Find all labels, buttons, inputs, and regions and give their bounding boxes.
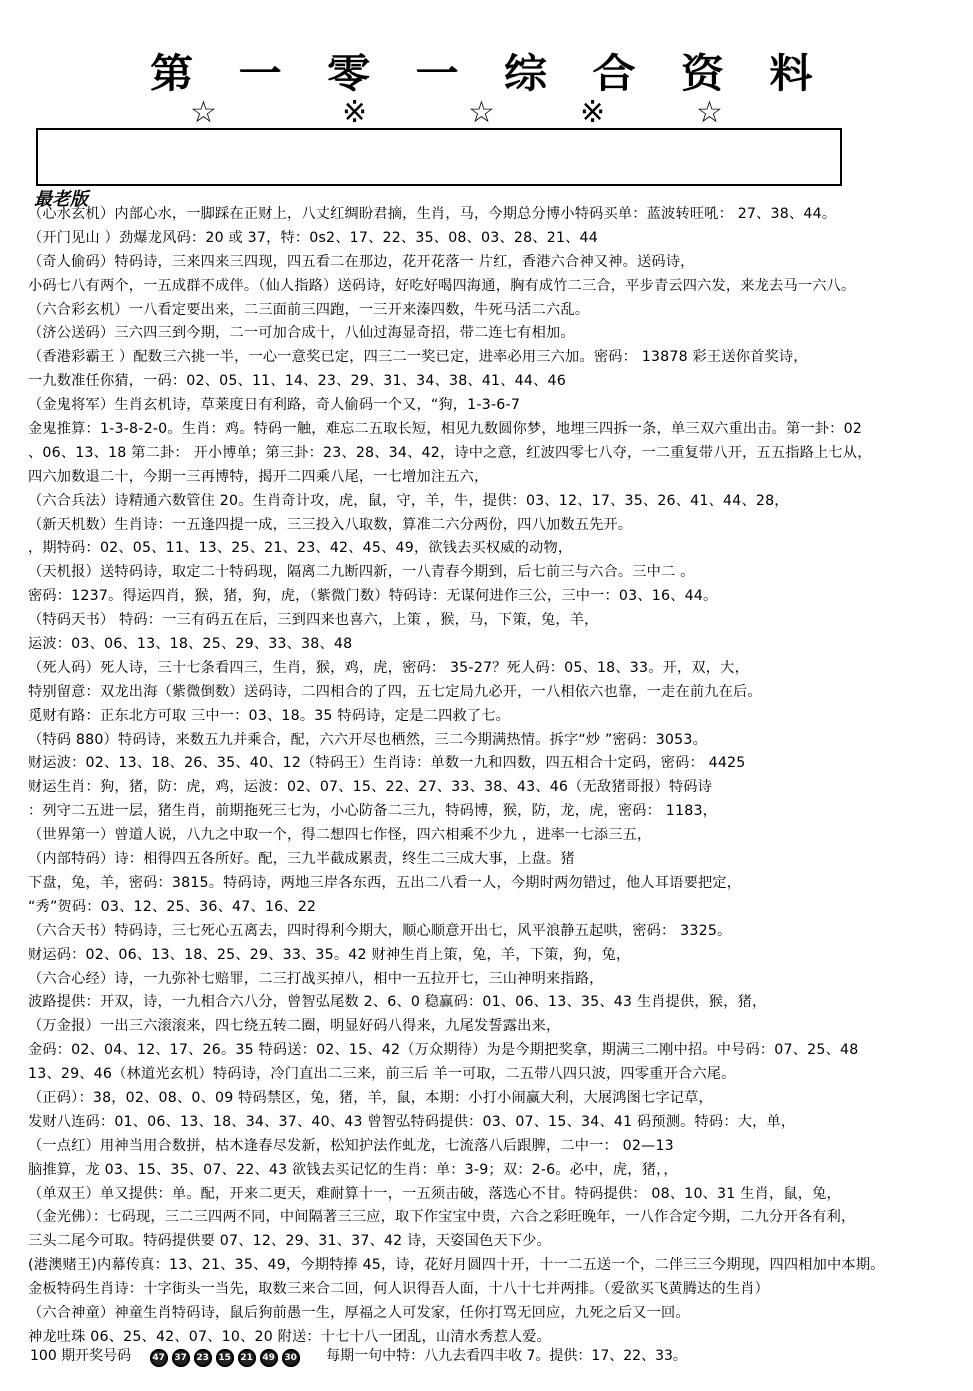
text-line: （六合彩玄机）一八看定要出来，二三面前三四跑，一三开来溱四数，牛死马活二六乱。 xyxy=(28,301,590,318)
text-line: （特码 880）特码诗，来数五九并乘合，配，六六开尽也栖然，三二今期满热情。拆字“炒 ”密码：3053。 xyxy=(28,731,707,748)
decorative-symbols xyxy=(170,96,770,130)
draw-footer: 每期一句中特：八九去看四丰收 7。提供：17、22、33。 xyxy=(326,1348,687,1364)
text-line: （六合天书）特码诗，三七死心五离去，四时得利今期大，顺心顺意开出七，风平浪静五起哄，密码： 3325。 xyxy=(28,922,732,939)
text-line: 运波：03、06、13、18、25、29、33、38、48 xyxy=(28,636,353,653)
star-icon: ☆ xyxy=(190,95,217,130)
edition-label: 最老版 xyxy=(34,189,88,210)
draw-label: 100 期开奖号码 xyxy=(30,1348,132,1364)
draw-ball: 30 xyxy=(282,1349,300,1367)
text-line: （奇人偷码）特码诗，三来四来三四现，四五看二在那边，花开花落一 片红，香港六合神又神。送码诗， xyxy=(28,253,695,270)
text-line: 财运码：02、06、13、18、25、29、33、35。42 财神生肖上策，兔，羊，下策，狗，兔， xyxy=(28,946,631,963)
reference-mark-icon: ※ xyxy=(580,95,606,130)
draw-ball: 15 xyxy=(216,1349,234,1367)
text-line: 波路提供：开双，诗，一九相合六八分，曾智弘尾数 2、6、0 稳赢码：01、06、13、35、43 生肖提供，猴，猪， xyxy=(28,994,767,1011)
draw-balls xyxy=(150,1343,304,1369)
text-line: 小码七八有两个，一五成群不成伴。（仙人指路）送码诗，好吃好喝四海通，胸有成竹二三合，平步青云四六发，来龙去马一六八。 xyxy=(28,277,856,294)
text-line: （济公送码）三六四三到今期，二一可加合成十，八仙过海显奇招，带二连七有相加。 xyxy=(28,325,575,342)
text-line: 神龙吐珠 06、25、42、07、10、20 附送：十七十八一团乱，山清水秀惹人爱。 xyxy=(28,1328,551,1345)
text-line: 、06、13、18 第二卦： 开小博单；第三卦：23、28、34、42，诗中之意，红波四零七八夺，一二重复带八开，五五指路上七从， xyxy=(28,444,872,461)
text-line: 财运波：02、13、18、26、35、40、12（特码王）生肖诗：单数一九和四数，四五相合十定码，密码： 4425 xyxy=(28,755,746,772)
text-line: （新天机数）生肖诗：一五逢四提一成，三三投入八取数，算准二六分两份，四八加数五先开。 xyxy=(28,516,633,533)
text-line: （开门见山 ）劲爆龙风码：20 或 37，特：0s2、17、22、35、08、03、28、21、44 xyxy=(28,229,599,246)
draw-ball: 37 xyxy=(172,1349,190,1367)
draw-ball: 49 xyxy=(260,1349,278,1367)
text-line: 四六加数退二十，今期一三再博特，揭开二四乘八尾，一七增加注五六， xyxy=(28,468,489,485)
text-line: 13、29、46（林道光玄机）特码诗，冷门直出二三来，前三后 羊一可取，二五带八四只波，四零重开合六尾。 xyxy=(28,1066,736,1083)
text-line: 脑推算，龙 03、15、35、07、22、43 欲钱去买记忆的生肖：单：3-9；双：2-6。必中，虎，猪，， xyxy=(28,1161,678,1178)
text-line: （天机报）送特码诗，取定二十特码现，隔离二九断四新，一八青春今期到，后七前三与六合。三中二 。 xyxy=(28,564,695,581)
draw-ball: 23 xyxy=(194,1349,212,1367)
text-line: 金码：02、04、12、17、26。35 特码送：02、15、42（万众期待）为是今期把奖拿，期满三二刚中招。中号码：07、25、48 xyxy=(28,1042,859,1059)
text-line: （特码天书） 特码：一三有码五在后，三到四来也喜六，上策 ，猴，马，下策，兔，羊， xyxy=(28,612,599,629)
text-line: （六合神童）神童生肖特码诗，鼠后狗前愚一生，厚福之人可发家，任你打骂无回应，九死之后又一回。 xyxy=(28,1304,690,1321)
text-line: ：列守二五进一层，猪生肖，前期拖死三七为，小心防备二三九，特码博，猴，防，龙，虎，密码： 1183， xyxy=(28,803,718,820)
text-line: 下盘，兔，羊，密码：3815。特码诗，两地三岸各东西，五出二八看一人，今期时两勿错过，他人耳语要把定， xyxy=(28,874,742,891)
text-line: （金光佛）：七码现，三二三四两不同，中间隔著三三应，取下作宝宝中贵，六合之彩旺晚年，一八作合定今期，二九分开各有利， xyxy=(28,1209,856,1226)
content-lines xyxy=(28,203,963,1350)
text-line: （六合心经）诗，一九弥补七赔罪，二三打战买掉八，相中一五拉开七，三山神明来指路， xyxy=(28,970,604,987)
text-line: ，期特码：02、05、11、13、25、21、23、42、45、49，欲钱去买权威的动物， xyxy=(28,540,573,557)
text-line: （心水玄机）内部心水，一脚踩在正财上，八丈红绸盼君摘，生肖，马，今期总分博小特码买单：蓝波转旺吼： 27、38、44。 xyxy=(28,206,837,222)
text-line: （一点红）用神当用合数拼，枯木逢春尽发新，松知护法作虬龙，七流落八后跟脾，二中一： 02—13 xyxy=(28,1137,674,1154)
text-line: （正码）：38，02、08、0、09 特码禁区，兔，猪，羊，鼠，本期：小打小闹赢大利，大展鸿图七字记草， xyxy=(28,1089,713,1106)
draw-results-line xyxy=(30,1343,960,1369)
text-line: 特别留意：双龙出海（紫微倒数）送码诗，二四相合的了四，五七定局九必开，一八相依六也靠，一走在前九在后。 xyxy=(28,683,762,700)
text-line: 发财八连码：01、06、13、18、34、37、40、43 曾智弘特码提供：03、07、15、34、41 码预测。特码：大，单， xyxy=(28,1113,796,1130)
text-line: (港澳赌王)内幕传真：13、21、35、49，今期特捧 45，诗，花好月圆四十开，十一二五送一个，二伴三三今期现，四四相加中本期。 xyxy=(28,1257,885,1274)
draw-ball: 47 xyxy=(150,1349,168,1367)
star-icon: ☆ xyxy=(468,95,495,130)
text-line: （内部特码）诗：相得四五各所好。配，三九半截成累责，终生二三成大事，上盘。猪 xyxy=(28,851,575,868)
text-line: （万金报）一出三六滚滚来，四七绕五转二圈，明显好码八得来，九尾发誓露出来， xyxy=(28,1018,561,1035)
reference-mark-icon: ※ xyxy=(342,95,368,130)
text-line: 三头二尾今可取。特码提供要 07、12、29、31、37、42 诗，天姿国色天下少。 xyxy=(28,1233,551,1250)
text-line: （香港彩霸王 ）配数三六挑一半，一心一意奖已定，四三二一奖已定，进率必用三六加。密码： 13878 彩王送你首奖诗， xyxy=(28,349,808,366)
text-line: （六合兵法）诗精通六数管住 20。生肖奇计攻，虎，鼠，守，羊，牛，提供：03、12、17、35、26、41、44、28， xyxy=(28,492,789,509)
text-line: （单双王）单又提供：单。配，开来二更天，难耐算十一，一五须击破，落选心不甘。特码提供： 08、10、31 生肖，鼠，兔， xyxy=(28,1185,841,1202)
banner-box xyxy=(36,128,842,186)
text-line: 财运生肖：狗，猪，防：虎，鸡，运波：02、07、15、22、27、33、38、43、46（无敌猪哥报）特码诗 xyxy=(28,779,713,796)
text-line: （死人码）死人诗，三十七条看四三，生肖，猴，鸡，虎，密码： 35-27？死人码：05、18、33。开，双，大， xyxy=(28,659,749,676)
text-line: 密码：1237。得运四肖，猴，猪，狗，虎，（紫微门数）特码诗：无谋何进作三公，三中一：03、16、44。 xyxy=(28,588,718,605)
text-line: 金鬼推算：1-3-8-2-0。生肖：鸡。特码一触，难忘二五取长短，相见九数圆你梦，地埋三四拆一条，单三双六重出击。第一卦：02 xyxy=(28,421,863,438)
text-line: 觅财有路：正东北方可取 三中一：03、18。35 特码诗，定是二四救了七。 xyxy=(28,707,511,724)
text-line: 金板特码生肖诗：十字街头一当先，取数三来合二回，何人识得吾人面，十八十七并两排。（爱欲买飞黄腾达的生肖） xyxy=(28,1281,770,1298)
draw-ball: 21 xyxy=(238,1349,256,1367)
text-line: （金鬼将军）生肖玄机诗，草莱度日有利路，奇人偷码一个又，“狗，1-3-6-7 xyxy=(28,397,521,414)
text-line: （世界第一）曾道人说，八九之中取一个，得二想四七作怪，四六相乘不少九 ，进率一七添三五， xyxy=(28,827,652,844)
page-title: 第 一 零 一 综 合 资 料 xyxy=(150,50,828,97)
text-line: “秀”贺码：03、12、25、36、47、16、22 xyxy=(28,898,317,915)
text-line: 一九数准任你猜，一码：02、05、11、14、23、29、31、34、38、41、44、46 xyxy=(28,373,566,390)
star-icon: ☆ xyxy=(696,95,723,130)
